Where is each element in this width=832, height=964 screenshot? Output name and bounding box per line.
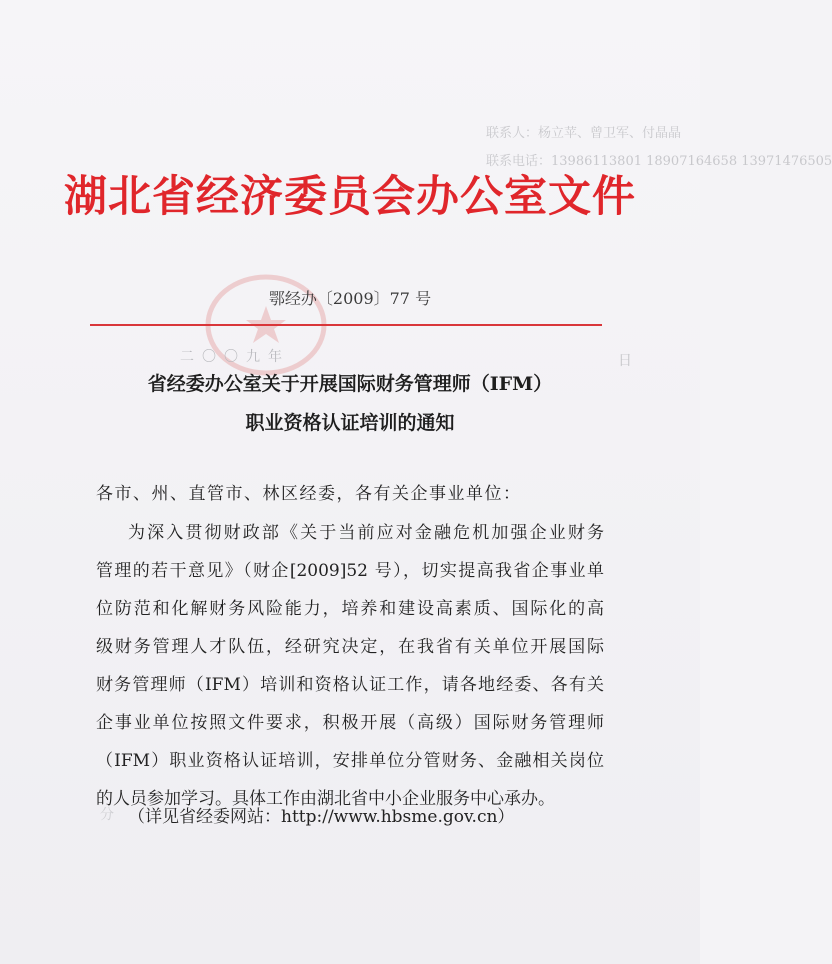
document-number: 鄂经办〔2009〕77 号: [268, 289, 432, 308]
salutation: 各市、州、直管市、林区经委，各有关企事业单位：: [96, 484, 522, 504]
notice-title-line-1: 省经委办公室关于开展国际财务管理师（IFM）: [147, 373, 553, 395]
website-reference: （详见省经委网站：http://www.hbsme.gov.cn）: [128, 807, 515, 827]
show-through-fragment: 日: [618, 353, 632, 369]
body-line: 级财务管理人才队伍，经研究决定，在我省有关单位开展国际: [96, 637, 604, 657]
body-line: 的人员参加学习。具体工作由湖北省中小企业服务中心承办。: [96, 789, 555, 809]
body-line: （IFM）职业资格认证培训，安排单位分管财务、金融相关岗位: [96, 751, 604, 771]
notice-title-line-2: 职业资格认证培训的通知: [245, 412, 455, 434]
body-line: 财务管理师（IFM）培训和资格认证工作，请各地经委、各有关: [96, 675, 604, 695]
red-divider-line: [90, 324, 602, 326]
body-line: 位防范和化解财务风险能力，培养和建设高素质、国际化的高: [96, 599, 604, 619]
body-line: 企事业单位按照文件要求，积极开展（高级）国际财务管理师: [96, 713, 604, 733]
show-through-phone-line: 联系电话：13986113801 18907164658 13971476505: [486, 154, 832, 169]
body-line: 为深入贯彻财政部《关于当前应对金融危机加强企业财务: [128, 523, 604, 543]
body-line: 管理的若干意见》（财企[2009]52 号），切实提高我省企事业单: [96, 561, 604, 581]
show-through-contact-line: 联系人：杨立苹、曾卫军、付晶晶: [486, 126, 682, 141]
document-header-title: 湖北省经济委员会办公室文件: [64, 172, 636, 222]
show-through-seal-date: 二〇〇九年: [180, 349, 290, 365]
show-through-left-fragment: 分: [100, 807, 114, 823]
